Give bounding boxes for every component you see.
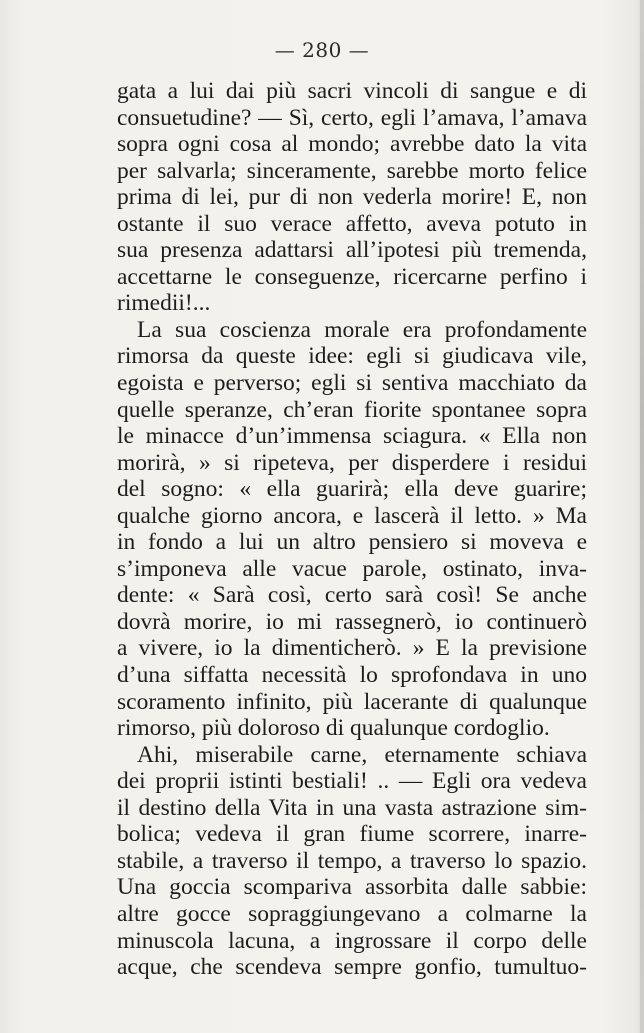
text-line: quelle speranze, ch’eran fiorite spontanee sopra: [117, 396, 587, 423]
body-text: [117, 78, 587, 981]
page-number: — 280 —: [274, 38, 370, 62]
text-line: sopra ogni cosa al mondo; avrebbe dato la vita: [117, 131, 587, 158]
text-line: egoista e perverso; egli si sentiva macchiato da: [117, 370, 587, 397]
text-line: morirà, » si ripeteva, per disperdere i residui: [117, 449, 587, 476]
text-line: scoramento infinito, più lacerante di qualunque: [117, 688, 587, 715]
text-line: La sua coscienza morale era profondamente: [137, 316, 587, 343]
text-line: dovrà morire, io mi rassegnerò, io continuerò: [117, 608, 587, 635]
text-line: a vivere, io la dimenticherò. » E la previsione: [117, 635, 587, 662]
text-line: s’imponeva alle vacue parole, ostinato, inva-: [117, 555, 587, 582]
text-line: prima di lei, pur di non vederla morire! E, non: [117, 184, 587, 211]
text-line: Ahi, miserabile carne, eternamente schiava: [137, 741, 587, 768]
text-line: dente: « Sarà così, certo sarà così! Se anche: [117, 582, 587, 609]
text-line: sua presenza adattarsi all’ipotesi più tremenda,: [117, 237, 587, 264]
text-line: in fondo a lui un altro pensiero si moveva e: [117, 529, 587, 556]
text-line: gata a lui dai più sacri vincoli di sangue e di: [117, 78, 587, 104]
text-line: altre gocce sopraggiungevano a colmarne la: [117, 900, 587, 927]
text-line: del sogno: « ella guarirà; ella deve guarire;: [117, 476, 587, 503]
page-edge: [640, 0, 644, 1033]
text-line: d’una siffatta necessità lo sprofondava in uno: [117, 662, 587, 689]
text-line: le minacce d’un’immensa sciagura. « Ella non: [117, 423, 587, 450]
text-line: dei proprii istinti bestiali! .. — Egli ora vedeva: [117, 768, 587, 795]
text-line: accettarne le conseguenze, ricercarne perfino i: [117, 263, 587, 290]
text-line: Una goccia scompariva assorbita dalle sabbie:: [117, 874, 587, 901]
text-line: consuetudine? — Sì, certo, egli l’amava, l’amava: [117, 104, 587, 131]
text-line: stabile, a traverso il tempo, a traverso lo spazio.: [117, 847, 587, 874]
text-line: il destino della Vita in una vasta astrazione sim-: [117, 794, 587, 821]
text-line: rimorsa da queste idee: egli si giudicava vile,: [117, 343, 587, 370]
text-line: bolica; vedeva il gran fiume scorrere, inarre-: [117, 821, 587, 848]
text-line: minuscola lacuna, a ingrossare il corpo delle: [117, 927, 587, 954]
text-line: ostante il suo verace affetto, aveva potuto in: [117, 210, 587, 237]
text-line: acque, che scendeva sempre gonfio, tumultuo-: [117, 954, 587, 981]
text-line: rimedii!...: [117, 290, 211, 317]
text-line: per salvarla; sinceramente, sarebbe morto felice: [117, 157, 587, 184]
text-line: rimorso, più doloroso di qualunque cordoglio.: [117, 715, 550, 742]
text-line: qualche giorno ancora, e lascerà il letto. » Ma: [117, 502, 587, 529]
